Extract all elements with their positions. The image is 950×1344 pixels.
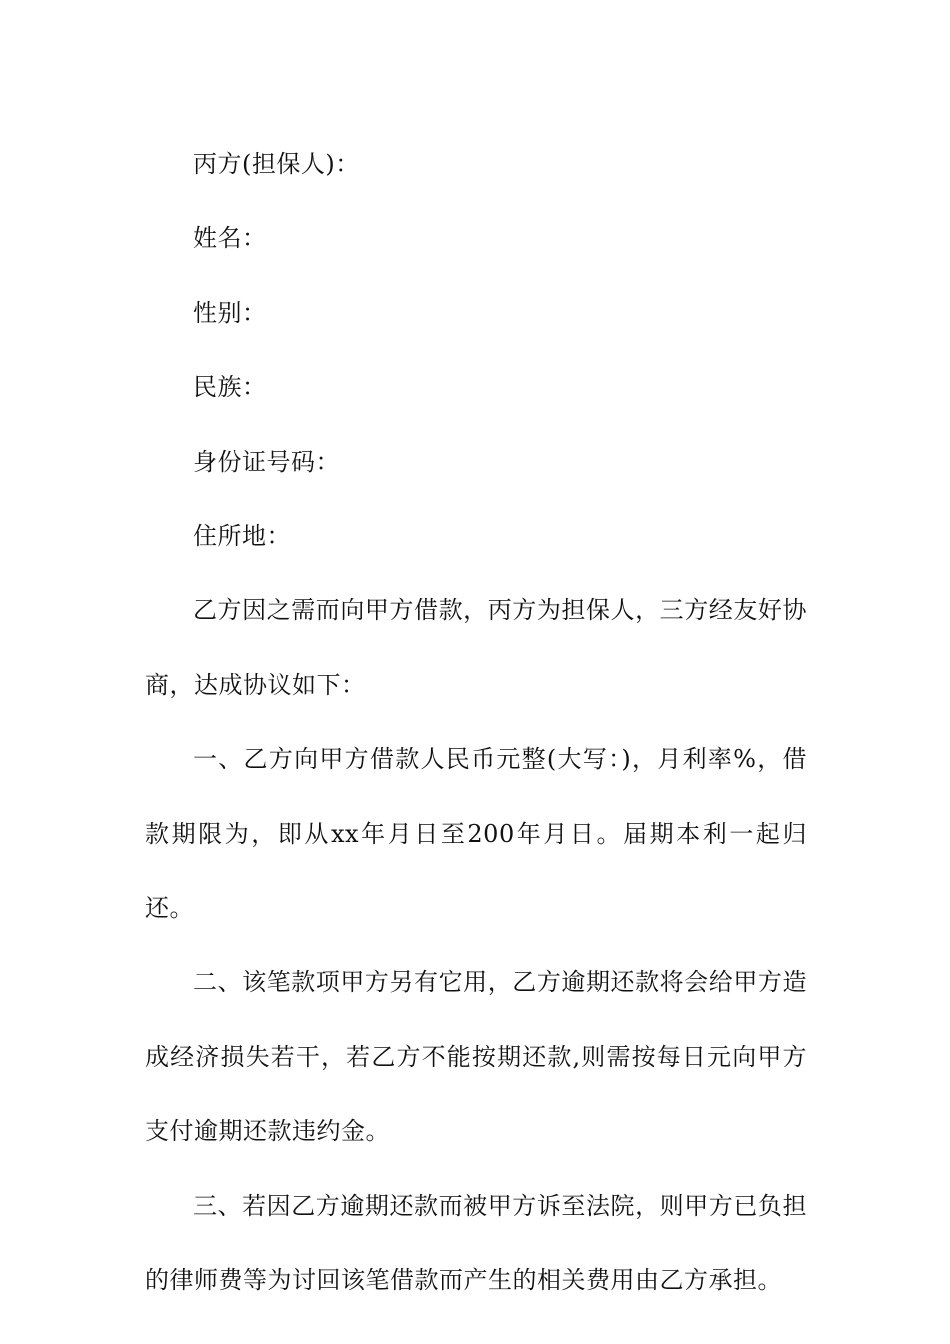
- ethnicity-field-label: 民族：: [193, 373, 267, 402]
- clause-two-paragraph: 二、该笔款项甲方另有它用，乙方逾期还款将会给甲方造成经济损失若干，若乙方不能按期还款,则需按每日元向甲方支付逾期还款违约金。: [145, 968, 807, 1146]
- agreement-intro-paragraph: 乙方因之需而向甲方借款，丙方为担保人，三方经友好协商，达成协议如下：: [145, 596, 807, 699]
- gender-field-label: 性别：: [193, 298, 267, 327]
- guarantor-heading: 丙方(担保人)：: [193, 150, 360, 178]
- address-field-label: 住所地：: [193, 522, 291, 551]
- name-field-label: 姓名：: [193, 224, 267, 253]
- id-number-field-label: 身份证号码：: [193, 447, 340, 476]
- document-body: [145, 127, 807, 1318]
- clause-three-paragraph: 三、若因乙方逾期还款而被甲方诉至法院，则甲方已负担的律师费等为讨回该笔借款而产生的相关费用由乙方承担。: [145, 1191, 807, 1295]
- clause-one-paragraph: 一、乙方向甲方借款人民币元整(大写：)，月利率%，借款期限为，即从xx年月日至200年月日。届期本利一起归还。: [145, 745, 807, 923]
